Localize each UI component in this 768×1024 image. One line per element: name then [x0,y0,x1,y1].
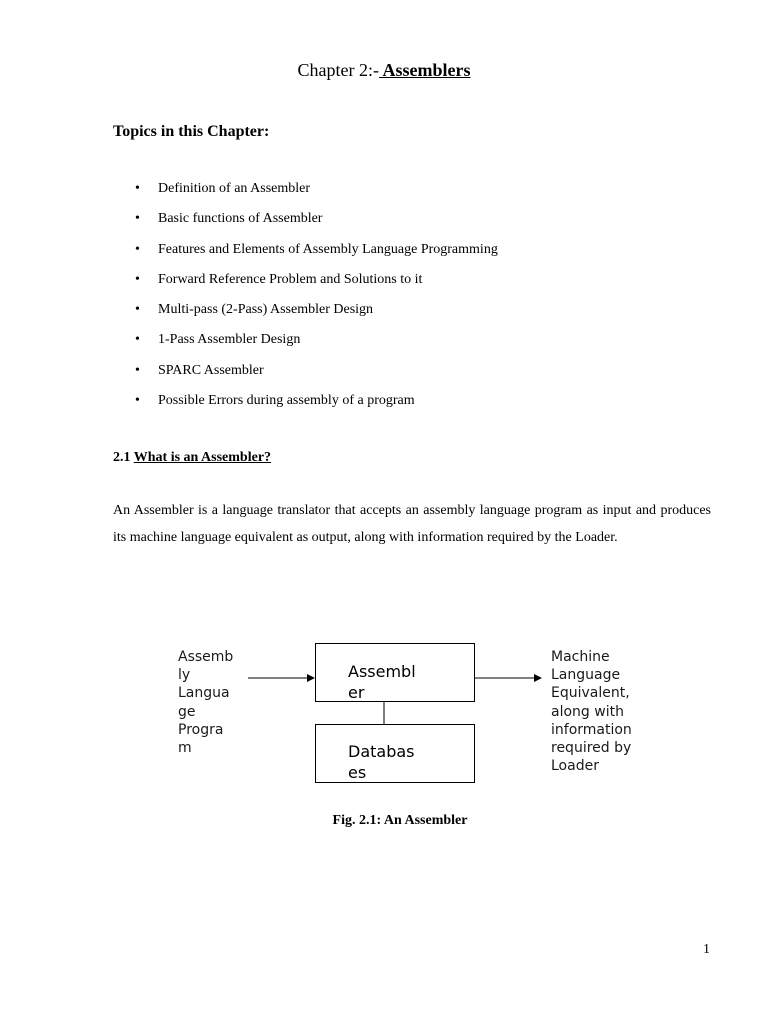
databases-box [315,724,475,783]
chapter-title-prefix: Chapter 2:- [297,60,379,80]
list-item: • Possible Errors during assembly of a program [113,391,498,421]
bullet-icon: • [135,241,140,257]
section-number: 2.1 [113,450,131,465]
bullet-icon: • [135,211,140,227]
list-item: • SPARC Assembler [113,361,498,391]
list-item: • Multi-pass (2-Pass) Assembler Design [113,300,498,330]
bullet-icon: • [135,332,140,348]
bullet-icon: • [135,302,140,318]
list-item: • Forward Reference Problem and Solutions to it [113,270,498,300]
section-title: What is an Assembler? [133,450,272,465]
list-item: • Definition of an Assembler [113,179,498,209]
list-item: • Basic functions of Assembler [113,209,498,239]
assembler-box-label: Assembl er [348,662,416,702]
figure-caption: Fig. 2.1: An Assembler [332,813,468,828]
bullet-icon: • [135,271,140,287]
diagram-input-label: Assemb ly Langua ge Progra m [178,649,234,757]
databases-box-label: Databas es [348,742,415,782]
chapter-title-main: Assemblers [378,60,471,80]
list-item: • Features and Elements of Assembly Language Programming [113,240,498,270]
assembler-box [315,643,475,702]
list-item: • 1-Pass Assembler Design [113,330,498,360]
diagram-output-label: Machine Language Equivalent, along with information required by Loader [551,649,632,775]
bullet-icon: • [135,362,140,378]
bullet-icon: • [135,181,140,196]
topics-heading: Topics in this Chapter: [113,123,270,140]
body-paragraph: An Assembler is a language translator that accepts an assembly language program as input and produces its machine language equivalent as output, along with information required by the Loader. [113,503,711,545]
bullet-icon: • [135,393,140,409]
page-number: 1 [703,942,710,957]
